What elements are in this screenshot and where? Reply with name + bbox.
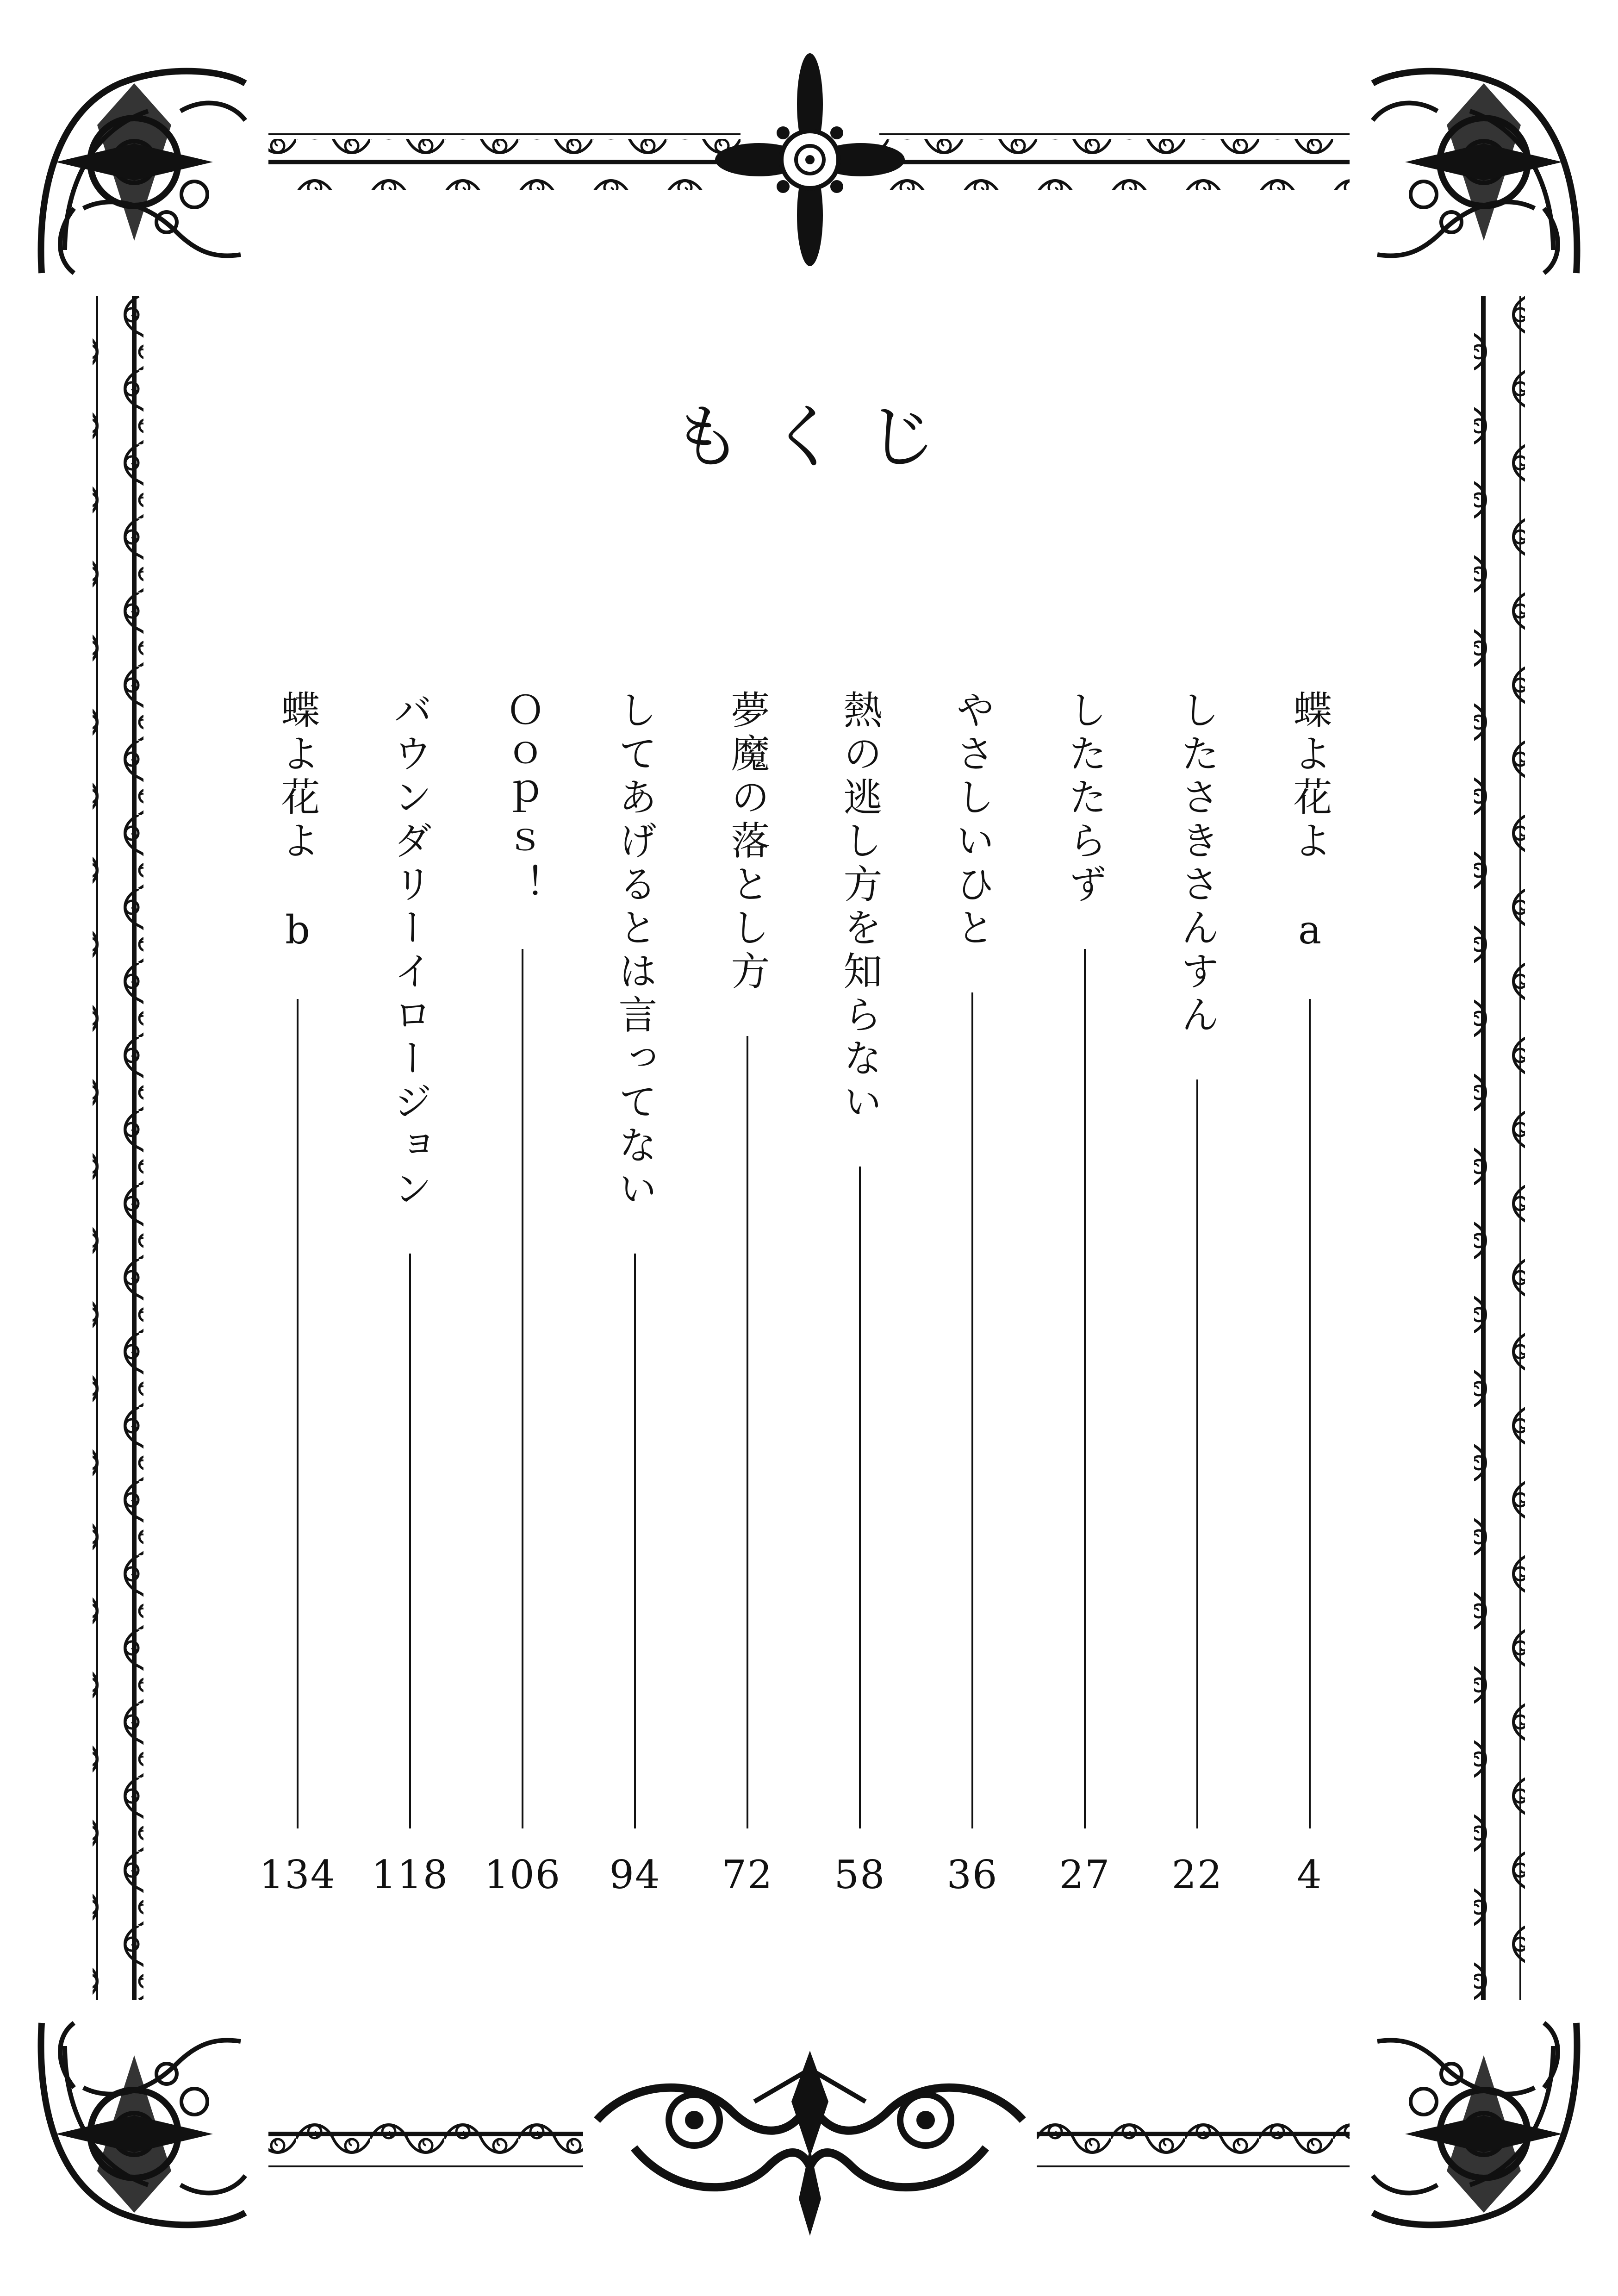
toc-entry-page-number: 106 bbox=[484, 1852, 561, 1897]
filigree-corner-icon-top-right bbox=[1350, 56, 1590, 296]
toc-leader-line bbox=[971, 992, 973, 1828]
toc-entry-title: 蝶よ花よ a bbox=[1287, 690, 1332, 957]
toc-entry-title: したさきさんすん bbox=[1175, 690, 1220, 1038]
toc-entry-page-number: 94 bbox=[609, 1852, 661, 1897]
toc-leader-line bbox=[1084, 949, 1086, 1828]
toc-entry[interactable] bbox=[832, 690, 888, 1907]
toc-entry-page-number: 22 bbox=[1171, 1852, 1223, 1897]
toc-entry-title: したたらず bbox=[1062, 690, 1108, 907]
toc-entry[interactable] bbox=[371, 690, 449, 1907]
toc-entry-title: してあげるとは言ってない bbox=[612, 690, 658, 1212]
toc-entry[interactable] bbox=[1282, 690, 1338, 1907]
toc-entry[interactable] bbox=[1170, 690, 1225, 1907]
toc-leader-line bbox=[1196, 1079, 1198, 1828]
toc-entry-page-number: 134 bbox=[259, 1852, 336, 1897]
toc-entry[interactable] bbox=[1057, 690, 1113, 1907]
toc-entry-title: Ｏｏｐｓ！ bbox=[500, 690, 545, 907]
toc-entry[interactable] bbox=[259, 690, 336, 1907]
page-title: もくじ bbox=[672, 397, 964, 478]
toc-leader-line bbox=[409, 1254, 411, 1828]
toc-entry-page-number: 72 bbox=[722, 1852, 773, 1897]
toc-entry-title: 熱の逃し方を知らない bbox=[837, 690, 883, 1125]
toc-leader-line bbox=[297, 999, 299, 1828]
toc-leader-line bbox=[1309, 999, 1311, 1828]
toc-entry-page-number: 36 bbox=[946, 1852, 998, 1897]
toc-entry-title: 蝶よ花よ b bbox=[275, 690, 320, 957]
toc-entry[interactable] bbox=[607, 690, 663, 1907]
toc-entry-title: 夢魔の落とし方 bbox=[725, 690, 770, 994]
toc-entry[interactable] bbox=[484, 690, 561, 1907]
filigree-corner-icon-top-left bbox=[28, 56, 268, 296]
toc-leader-line bbox=[522, 949, 523, 1828]
toc-entry[interactable] bbox=[720, 690, 775, 1907]
toc-entry-page-number: 4 bbox=[1297, 1852, 1323, 1897]
toc-entry-page-number: 58 bbox=[834, 1852, 886, 1897]
toc-entry-title: やさしいひと bbox=[950, 690, 995, 951]
toc-entry-page-number: 27 bbox=[1059, 1852, 1111, 1897]
toc-entry-page-number: 118 bbox=[371, 1852, 449, 1897]
toc-leader-line bbox=[634, 1254, 636, 1828]
toc-leader-line bbox=[747, 1036, 748, 1828]
toc-leader-line bbox=[859, 1167, 861, 1828]
filigree-corner-icon-bottom-right bbox=[1350, 2000, 1590, 2240]
toc-entry[interactable] bbox=[945, 690, 1000, 1907]
filigree-corner-icon-bottom-left bbox=[28, 2000, 268, 2240]
toc-entry-title: バウンダリーイロージョン bbox=[387, 690, 433, 1212]
